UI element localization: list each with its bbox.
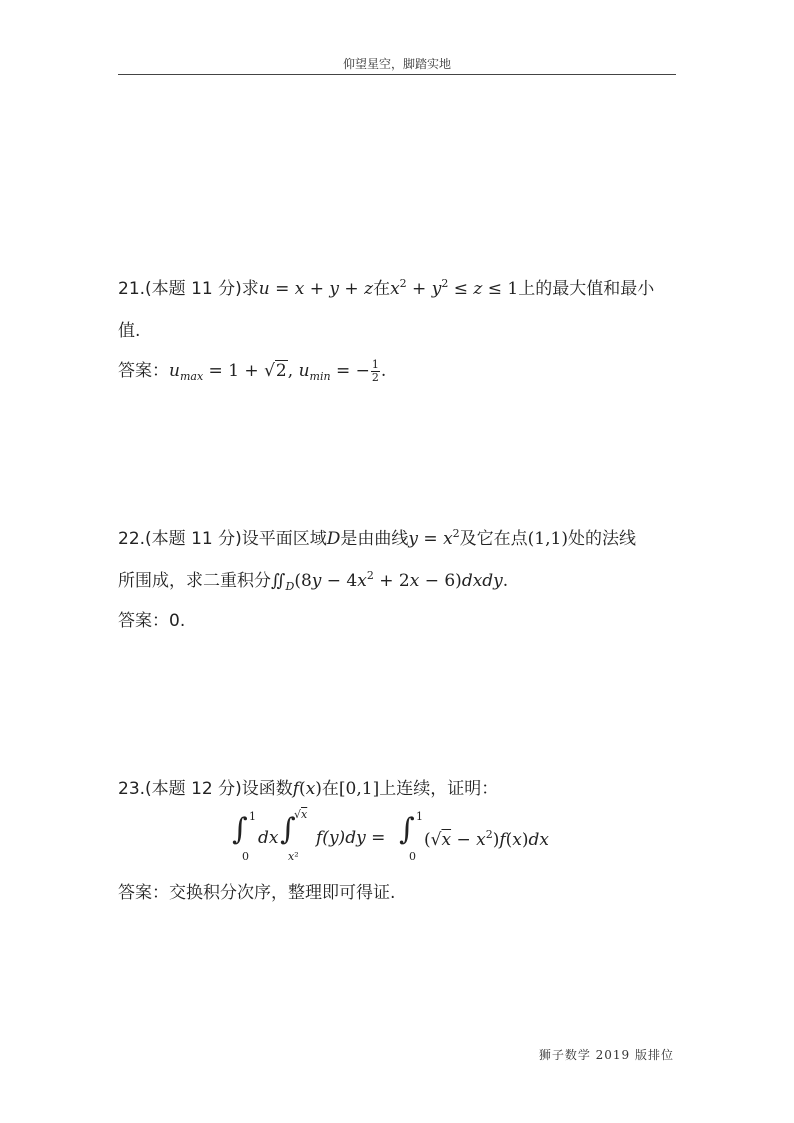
problem-23-answer: 答案：交换积分次序，整理即可得证. [118,883,396,903]
page-header: 仰望星空，脚踏实地 [342,57,451,71]
answer-label: 答案： [118,361,169,381]
problem-22-stem: 22.(本题 11 分)设平面区域D是由曲线$y = x^2$及它在点(1,1)处的法线 [118,527,636,549]
problem-22-answer: 答案：0. [118,611,186,631]
problem-21-stem: 21.(本题 11 分)求u = x + y + z在$x^2 + y^2 \le z \le 1$上的最大值和最小 [118,277,655,299]
header-divider [118,74,676,75]
problem-21-answer: 答案：$u_{max} = 1 + √2$, $u_{min}$ = − $\frac{1}{2}$ . [118,357,387,384]
formula-u: u [258,279,270,299]
page-footer: 狮子数学 2019 版排位 [538,1048,674,1062]
problem-23-label: 23.(本题 12 分) [118,779,242,799]
formula-region: x [390,279,400,299]
answer-label: 答案： [118,611,169,631]
problem-22-stem-line2: 所围成，求二重积分$∬_D(8y - 4x^2 + 2x$ − 6)dxdy. [118,569,509,593]
proof-equation: ∫ 1 0 dx ∫ √x x² f(y)dy = ∫ 1 0 $(√x - x^2)f(x)dx$ [232,808,550,863]
problem-22-label: 22.(本题 11 分) [118,529,242,549]
double-integral-sign: ∬ [271,571,286,591]
formula-answer-21: u [169,361,180,381]
problem-23-stem: 23.(本题 12 分)设函数f(x)在[0,1]上连续，证明： [118,779,499,799]
problem-21-stem-line2: 值. [118,321,141,341]
problem-21-label: 21.(本题 11 分) [118,279,242,299]
answer-label: 答案： [118,883,169,903]
